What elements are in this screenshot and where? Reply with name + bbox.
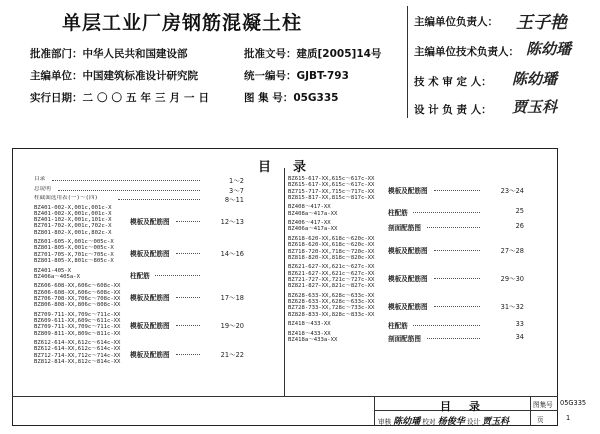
entry-leader [176, 297, 200, 298]
entry-code-line: BZ606-608-XX,606c～608c-XX [34, 283, 121, 290]
responsible-label-3: 技 术 审 定 人： [414, 76, 492, 88]
entry-code-line: BZ406～417-XX [288, 220, 331, 227]
entry-code-line: BZ828-833-XX,828c～833c-XX [288, 311, 375, 318]
contents-heading: 目录 [258, 160, 329, 175]
entry-code-line: BZ606-608-XX,606c～608c-XX [34, 289, 121, 296]
entry-code-line: BZ815-817-XX,815c～817c-XX [288, 194, 375, 201]
entry-code-line: BZ401-405-X [34, 267, 72, 274]
entry-codes [288, 264, 384, 289]
entry-code-line: BZ809-811-XX,809c～811c-XX [34, 330, 121, 337]
entry-code-line: BZ821-827-XX,821c～827c-XX [288, 283, 375, 290]
implementation-date: 实行日期：二〇〇五年三月一日 [30, 92, 213, 104]
entry-code-line: BZ806-808-XX,806c～808c-XX [34, 302, 121, 309]
entry-leader [427, 338, 480, 339]
footer-atlas-label: 图集号 [533, 401, 553, 409]
entry-code-line: BZ628-633-XX,628c～633c-XX [288, 292, 375, 299]
entry-code-line: BZ718-720-XX,718c～720c-XX [288, 248, 375, 255]
entry-label: 模板及配筋图 [130, 249, 170, 258]
entry-code-line: BZ701-702-X,001c,702c-X [34, 223, 112, 230]
entry-code-line: 总说明 [34, 185, 51, 192]
approval-dept: 批准部门：中华人民共和国建设部 [30, 48, 188, 60]
entry-pages: 33 [515, 320, 524, 329]
entry-code-line: BZ621-627-XX,621c～627c-XX [288, 264, 375, 271]
page-title: 单层工业厂房钢筋混凝土柱 [62, 12, 303, 34]
signature-1: 王子艳 [516, 13, 567, 33]
entry-codes [288, 331, 384, 344]
entry-code-line: BZ612-614-XX,612c～614c-XX [34, 346, 121, 353]
entry-label: 模板及配筋图 [388, 303, 428, 312]
entry-label: 剖面配筋图 [388, 224, 421, 233]
entry-code-line: BZ621-627-XX,621c～627c-XX [288, 270, 375, 277]
entry-code-line: BZ818-820-XX,818c～820c-XX [288, 254, 375, 261]
entry-label: 模板及配筋图 [388, 186, 428, 195]
entry-code-line: BZ609-611-XX,609c～611c-XX [34, 318, 121, 325]
entry-leader [434, 278, 480, 279]
entry-codes [34, 176, 126, 182]
entry-code-line: BZ406a～405a-X [34, 273, 81, 280]
entry-code-line: BZ628-633-XX,628c～633c-XX [288, 299, 375, 306]
entry-code-line: BZ406a～417a-XX [288, 226, 338, 233]
entry-code-line: BZ801-805-X,001c～005c-X [34, 245, 114, 252]
entry-leader [176, 221, 200, 222]
entry-code-line: 目录 [34, 176, 46, 182]
entry-pages: 23～24 [500, 186, 524, 195]
entry-label: 柱配筋 [388, 208, 408, 217]
entry-codes [34, 195, 126, 201]
entry-label: 柱配筋 [130, 271, 150, 280]
entry-leader [176, 325, 200, 326]
entry-label: 模板及配筋图 [388, 274, 428, 283]
footer-page-number: 1 [566, 414, 571, 422]
entry-code-line: BZ618-620-XX,618c～620c-XX [288, 236, 375, 242]
entry-label: 模板及配筋图 [130, 322, 170, 331]
entry-code-line: BZ801-805-X,801c～805c-X [34, 258, 114, 265]
entry-leader [176, 253, 200, 254]
entry-code-line: BZ801-802-X,001c,802c-X [34, 229, 112, 236]
footer-section-title: 目录 [440, 400, 498, 413]
entry-code-line: BZ612-614-XX,612c～614c-XX [34, 340, 121, 347]
entry-pages: 34 [515, 332, 524, 341]
entry-label: 模板及配筋图 [388, 246, 428, 255]
entry-leader [413, 325, 480, 326]
footer-atlas-number: 05G335 [560, 399, 587, 407]
entry-leader [427, 227, 480, 228]
entry-code-line: BZ712-714-XX,712c～714c-XX [34, 352, 121, 359]
contents-right-column [288, 176, 554, 396]
entry-codes [34, 205, 126, 236]
entry-leader [58, 190, 200, 191]
entry-code-line: BZ418～433-XX [288, 321, 331, 328]
entry-code-line: 柱截面选用表(一)～(四) [34, 195, 98, 201]
entry-label: 模板及配筋图 [130, 350, 170, 359]
entry-pages: 21～22 [220, 350, 244, 359]
responsible-label-2: 主编单位技术负责人： [414, 46, 519, 58]
footer-divider-1 [374, 396, 375, 426]
entry-code-line: BZ418～433-XX [288, 330, 331, 337]
unified-number: 统一编号：GJBT-793 [244, 70, 349, 82]
entry-codes [288, 293, 384, 318]
entry-label: 柱配筋 [388, 322, 408, 331]
signature-4: 贾玉科 [512, 98, 558, 116]
responsible-label-1: 主编单位负责人： [414, 16, 498, 28]
entry-code-line: BZ715-717-XX,715c～717c-XX [288, 188, 375, 195]
entry-code-line: BZ721-727-XX,721c～727c-XX [288, 276, 375, 283]
entry-pages: 26 [515, 222, 524, 231]
entry-code-line: BZ615-617-XX,615c～617c-XX [288, 176, 375, 182]
entry-pages: 17～18 [220, 293, 244, 302]
entry-leader [413, 212, 480, 213]
editor-unit: 主编单位：中国建筑标准设计研究院 [30, 70, 198, 82]
entry-codes [34, 340, 126, 365]
entry-code-line: BZ728-733-XX,728c～733c-XX [288, 305, 375, 312]
entry-pages: 19～20 [220, 322, 244, 331]
entry-leader [434, 306, 480, 307]
header-divider [407, 6, 408, 118]
entry-pages: 25 [515, 206, 524, 215]
entry-pages: 12～13 [220, 218, 244, 227]
entry-code-line: BZ401-102-X,001c,101c-X [34, 217, 112, 224]
entry-codes [288, 204, 384, 217]
entry-leader [155, 275, 200, 276]
signature-2: 陈幼璠 [526, 40, 572, 58]
entry-code-line: BZ812-814-XX,812c～814c-XX [34, 359, 121, 366]
entry-pages: 8～11 [224, 196, 244, 205]
entry-code-line: BZ709-711-XX,709c～711c-XX [34, 324, 121, 331]
entry-codes [288, 220, 384, 233]
entry-pages: 29～30 [500, 274, 524, 283]
contents-column-divider [284, 168, 285, 396]
entry-codes [34, 312, 126, 337]
entry-pages: 31～32 [500, 303, 524, 312]
signature-3: 陈幼璠 [512, 70, 558, 88]
entry-label: 模板及配筋图 [130, 293, 170, 302]
footer-top-rule [12, 396, 558, 397]
entry-code-line: BZ615-617-XX,615c～617c-XX [288, 182, 375, 189]
entry-codes [34, 268, 126, 281]
contents-left-column [34, 176, 282, 396]
entry-pages: 1～2 [229, 177, 244, 186]
entry-label: 剖面配筋图 [388, 334, 421, 343]
entry-leader [118, 199, 200, 200]
entry-leader [434, 250, 480, 251]
entry-code-line: BZ418a～433a-XX [288, 336, 338, 343]
entry-label: 模板及配筋图 [130, 218, 170, 227]
entry-pages: 3～7 [229, 186, 244, 195]
atlas-number: 图 集 号：05G335 [244, 92, 339, 104]
entry-code-line: BZ408a～417a-XX [288, 210, 338, 217]
entry-code-line: BZ706-708-XX,706c～708c-XX [34, 295, 121, 302]
entry-code-line: BZ618-620-XX,618c～620c-XX [288, 242, 375, 249]
entry-code-line: BZ701-705-X,701c～705c-X [34, 251, 114, 258]
entry-leader [434, 190, 480, 191]
entry-leader [176, 354, 200, 355]
entry-codes [288, 321, 384, 327]
entry-codes [288, 236, 384, 261]
entry-code-line: BZ401-002-X,001c,001c-X [34, 204, 112, 211]
entry-code-line: BZ709-711-XX,709c～711c-XX [34, 311, 121, 318]
footer-roles-row: 审核 陈幼璠 校对 杨俊华 设计 贾玉科 [378, 417, 510, 427]
entry-code-line: BZ401-002-X,001c,001c-X [34, 210, 112, 217]
entry-codes [288, 176, 384, 201]
entry-code-line: BZ408～417-XX [288, 204, 331, 211]
entry-pages: 27～28 [500, 246, 524, 255]
responsible-label-4: 设 计 负 责 人： [414, 104, 492, 116]
entry-codes [34, 283, 126, 308]
entry-pages: 14～16 [220, 249, 244, 258]
approval-number: 批准文号：建质[2005]14号 [244, 48, 382, 60]
entry-codes [34, 239, 126, 264]
entry-codes [34, 186, 126, 192]
footer-page-label: 页 [537, 416, 544, 424]
footer-divider-2 [530, 396, 531, 426]
entry-code-line: BZ601-605-X,001c～005c-X [34, 239, 114, 246]
entry-leader [52, 180, 200, 181]
